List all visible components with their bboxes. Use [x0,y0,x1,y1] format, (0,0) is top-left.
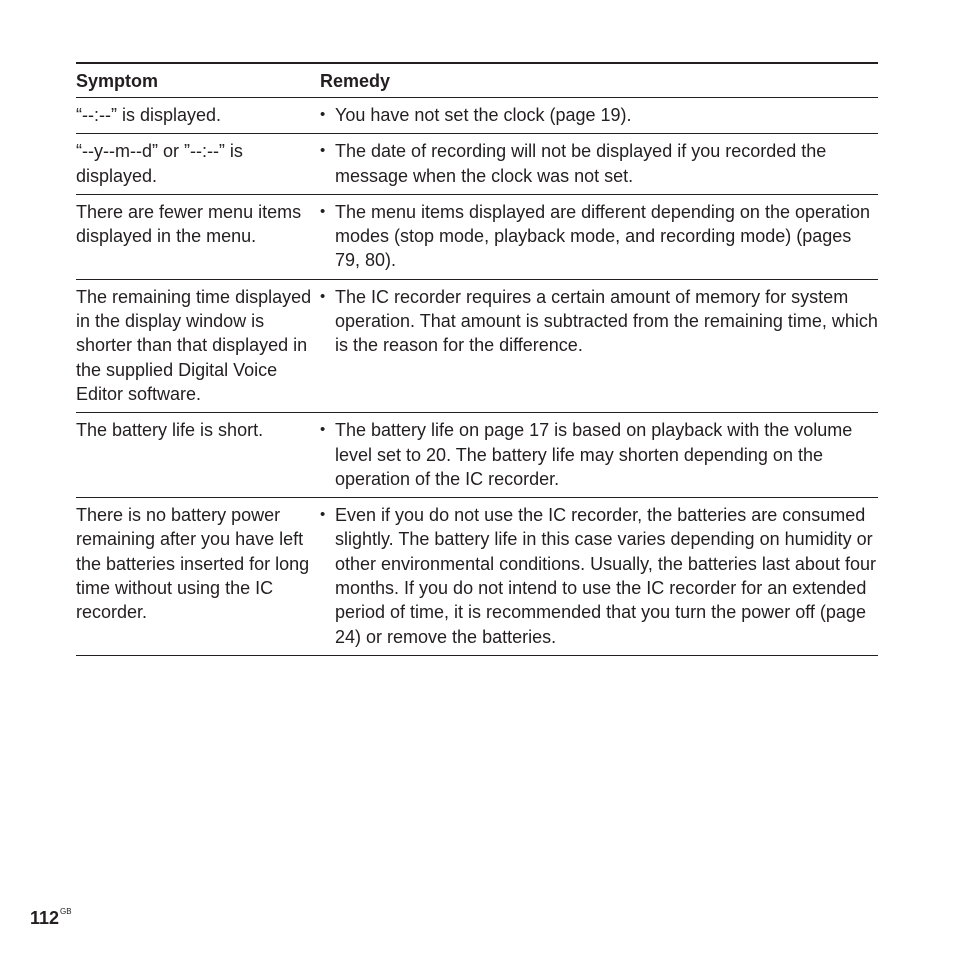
page-number-value: 112 [30,908,60,928]
bullet-icon: • [320,106,326,123]
troubleshooting-table [76,62,878,656]
bullet-icon: • [320,421,326,439]
remedy-text: Even if you do not use the IC recorder, the batteries are consumed slightly. The battery life in this case varies depending on humidity or other environmental conditions. Usually, the batteries last about four months. If you do not intend to use the IC recorder for an extended period of time, it is recommended that you turn the power off (page 24) or remove the batteries. [335,505,876,647]
table-row [76,134,878,195]
symptom-header: Symptom [76,70,159,91]
remedy-text: The IC recorder requires a certain amount of memory for system operation. That amount is subtracted from the remaining time, which is the reason for the difference. [335,286,878,356]
symptom-cell: The remaining time displayed in the display window is shorter than that displayed in the supplied Digital Voice Editor software. [76,286,312,404]
remedy-text: The battery life on page 17 is based on playback with the volume level set to 20. The battery life may shorten depending on the operation of the IC recorder. [335,420,853,489]
symptom-cell: The battery life is short. [76,420,264,441]
bullet-icon: • [320,142,326,160]
page-number [30,907,72,929]
table-row [76,413,878,498]
remedy-cell [320,418,878,491]
bullet-icon: • [320,287,326,305]
bullet-icon: • [320,202,326,220]
remedy-cell [320,103,878,127]
symptom-cell: “--y--m--d” or ”--:--” is displayed. [76,141,243,186]
table-row [76,498,878,656]
symptom-cell: There are fewer menu items displayed in the menu. [76,201,302,247]
page-suffix: GB [60,907,72,916]
symptom-cell: “--:--” is displayed. [76,105,222,125]
table-row [76,98,878,134]
table-row [76,280,878,413]
remedy-text: You have not set the clock (page 19). [335,105,632,125]
remedy-text: The date of recording will not be displayed if you recorded the message when the clock was not set. [335,141,827,186]
remedy-text: The menu items displayed are different depending on the operation modes (stop mode, playback mode, and recording mode) (pages 79, 80). [335,201,871,271]
remedy-cell [320,139,878,188]
remedy-header: Remedy [320,70,391,91]
remedy-cell [320,200,878,273]
remedy-cell [320,285,878,406]
bullet-icon: • [320,506,326,524]
symptom-cell: There is no battery power remaining after you have left the batteries inserted for long time without using the IC recorder. [76,505,310,623]
table-header [76,62,878,98]
remedy-cell [320,503,878,649]
table-row [76,195,878,280]
